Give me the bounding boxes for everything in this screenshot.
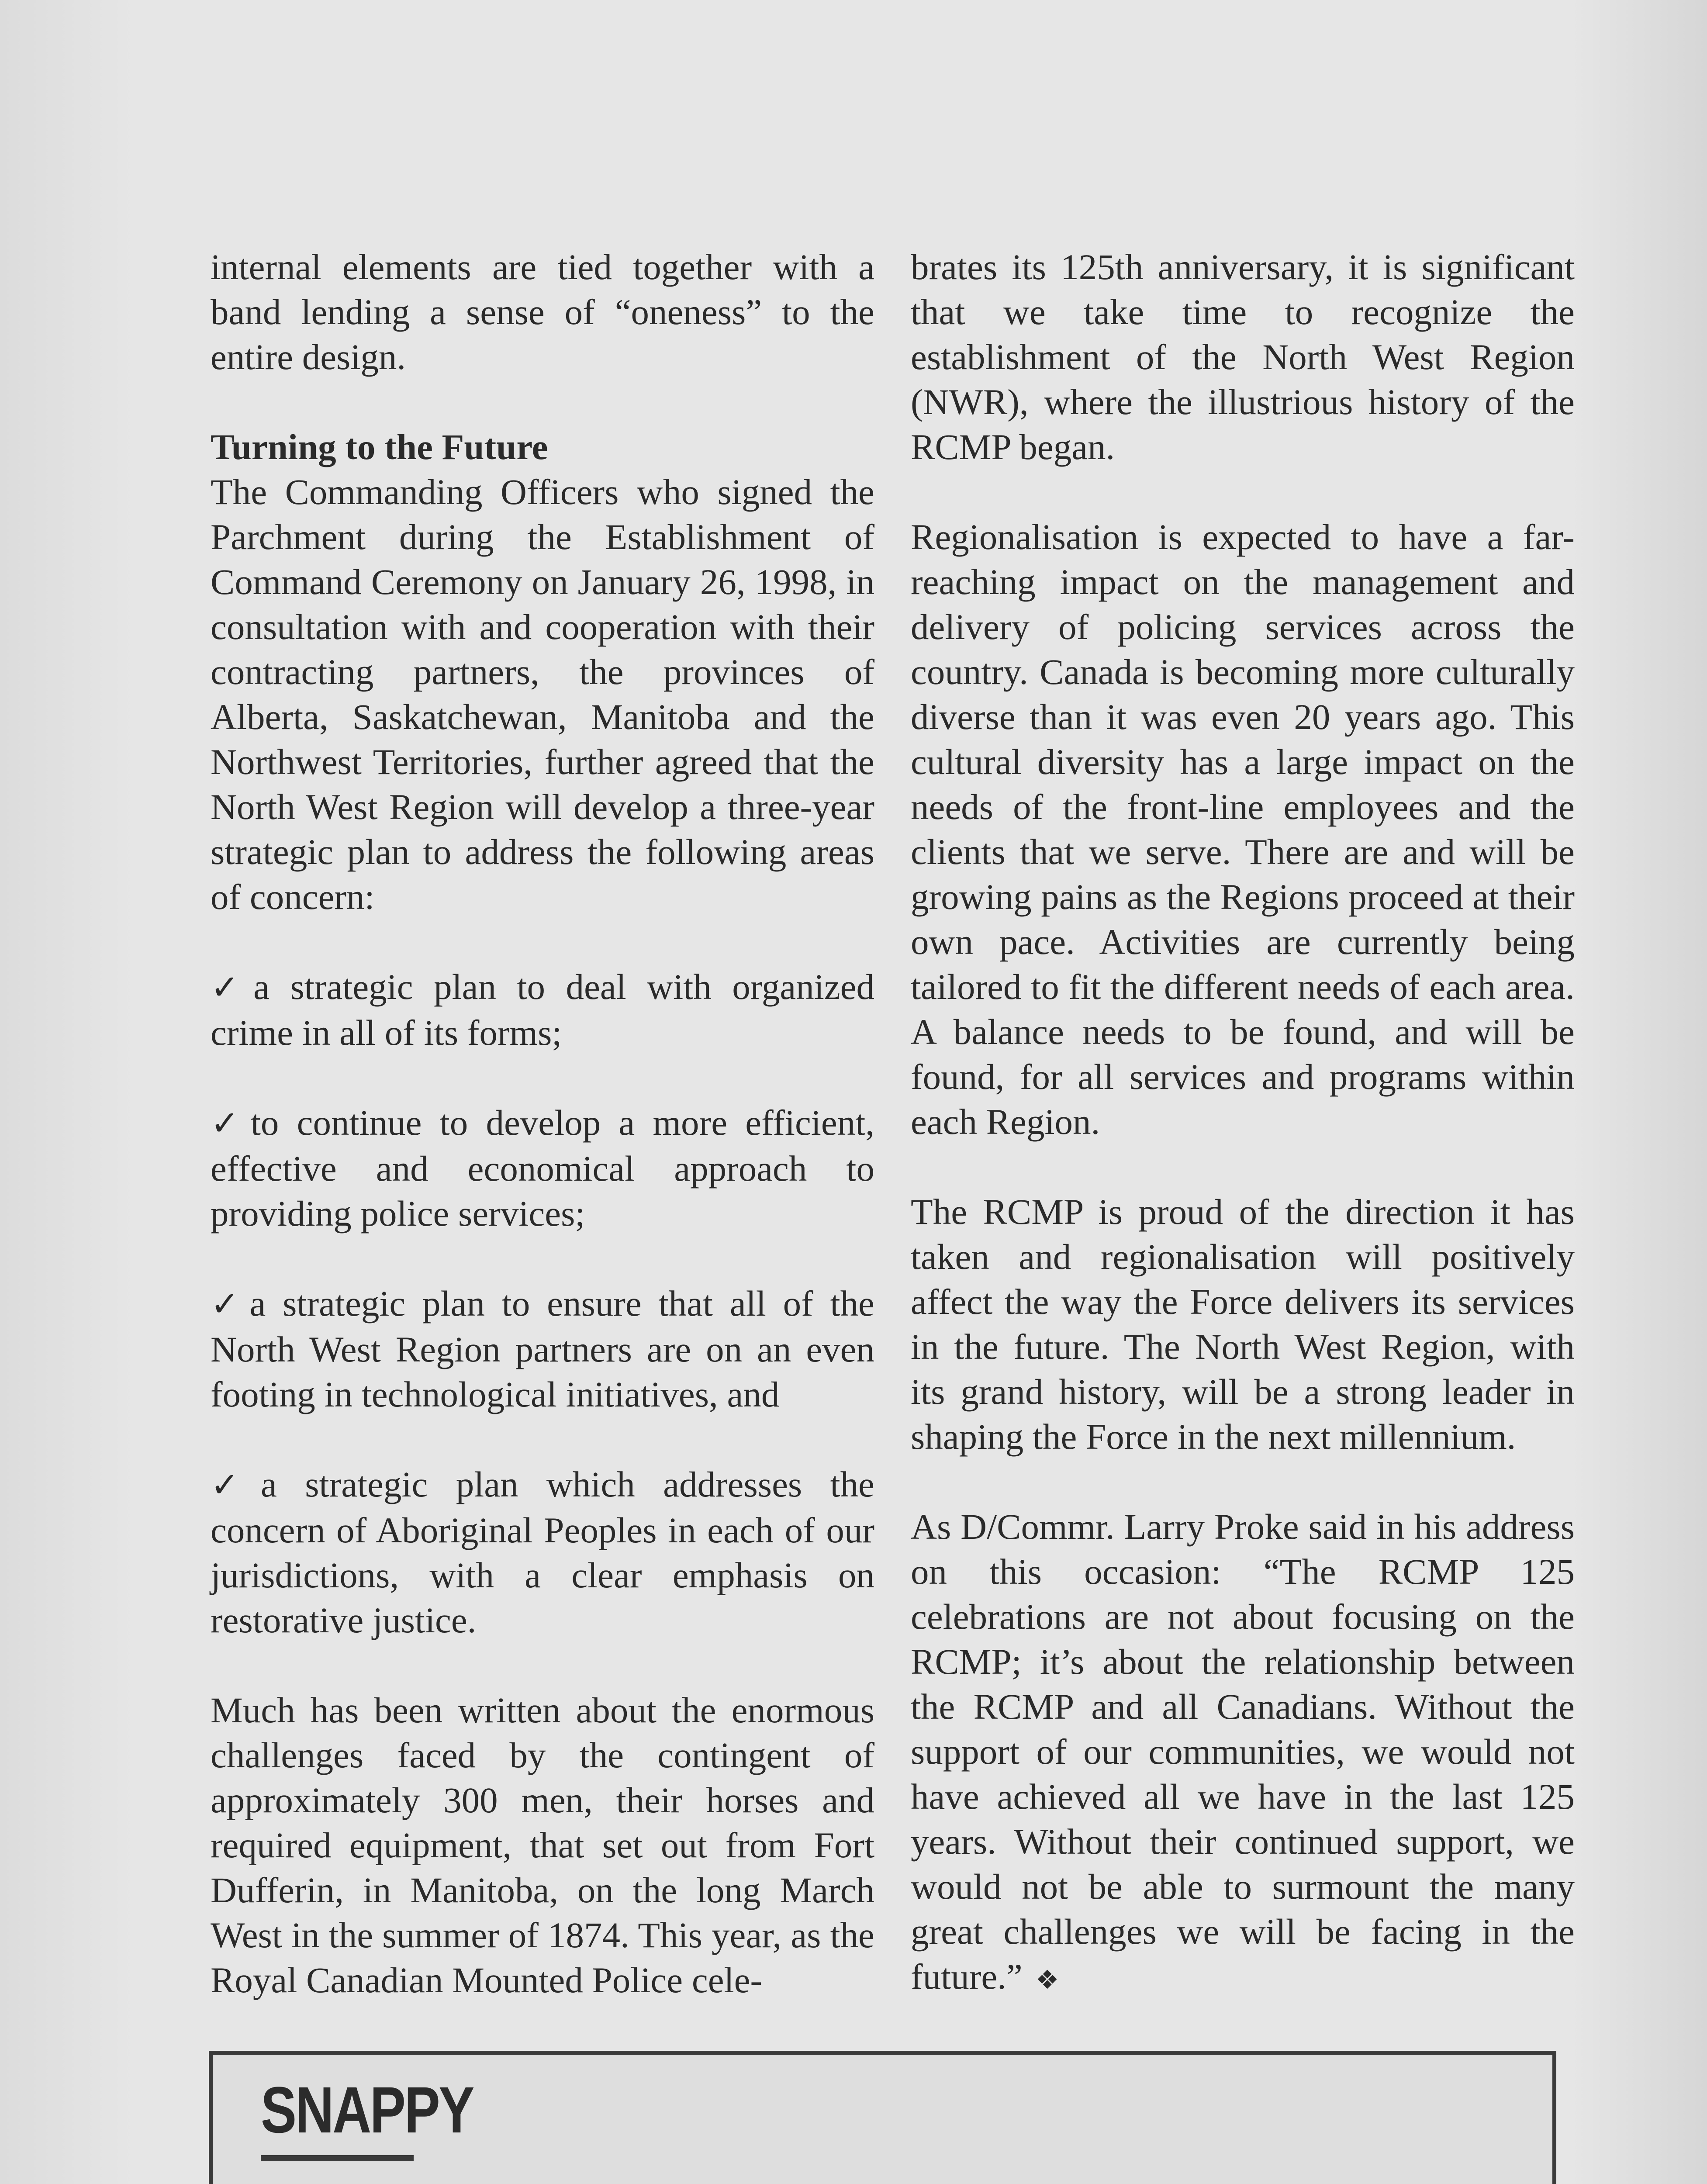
checkmark-icon: ✓: [211, 1104, 248, 1143]
left-column: [211, 245, 874, 2048]
checklist-item: ✓a strategic plan to ensure that all of the North West Region partners are on an even footing in technological initiatives, and: [211, 1283, 875, 1414]
checklist-item: ✓a strategic plan to deal with organized crime in all of its forms;: [211, 967, 874, 1053]
snappy-sidebar-box: [209, 2051, 1556, 2184]
checklist-item: ✓to continue to develop a more efficient, effective and economical approach to providing police services;: [211, 1102, 875, 1234]
left-paragraph-2: The Commanding Officers who signed the Parchment during the Establishment of Command Ceremony on January 26, 1998, in consultation with and cooperation with their contracting partners, the provinces of Alberta, Saskatchewan, Manitoba and the Northwest Territories, further agreed that the North West Region will develop a three-year strategic plan to address the following areas of concern:: [211, 472, 874, 917]
right-paragraph-4: As D/Commr. Larry Proke said in his address on this occasion: “The RCMP 125 celebrations are not about focusing on the RCMP; it’s about the relationship between the RCMP and all Canadians. Without the support of our communities, we would not have achieved all we have in the last 125 years. Without their continued support, we would not be able to surmount the many great challenges we will be facing in the future.” ❖: [911, 1507, 1575, 1997]
left-paragraph-1: internal elements are tied together with a band lending a sense of “oneness” to the entire design.: [211, 247, 874, 377]
left-paragraph-3: Much has been written about the enormous challenges faced by the contingent of approximately 300 men, their horses and required equipment, that set out from Fort Dufferin, in Manitoba, on the long March West in the summer of 1874. This year, as the Royal Canadian Mounted Police cele-: [211, 1690, 874, 2000]
right-paragraph-3: The RCMP is proud of the direction it has taken and regionalisation will positively affect the way the Force delivers its services in the future. The North West Region, with its grand history, will be a strong leader in shaping the Force in the next millennium.: [911, 1192, 1575, 1457]
checkmark-icon: ✓: [211, 1285, 247, 1324]
right-paragraph-1: brates its 125th anniversary, it is significant that we take time to recognize the establishment of the North West Region (NWR), where the illustrious history of the RCMP began.: [911, 247, 1575, 467]
checkmark-icon: ✓: [211, 968, 251, 1007]
right-column: [911, 245, 1575, 2048]
checkmark-icon: ✓: [211, 1465, 258, 1505]
checklist-item: ✓a strategic plan which addresses the concern of Aboriginal Peoples in each of our jurisdictions, with a clear emphasis on restorative justice.: [211, 1464, 874, 1640]
sidebar-title: SNAPPY: [261, 2073, 473, 2146]
section-heading: Turning to the Future: [211, 427, 548, 467]
end-of-article-icon: ❖: [1035, 1965, 1059, 1995]
title-underline: [261, 2155, 414, 2161]
right-paragraph-2: Regionalisation is expected to have a far-reaching impact on the management and delivery of policing services across the country. Canada is becoming more culturally diverse than it was even 20 years ago. This cultural diversity has a large impact on the needs of the front-line employees and the clients that we serve. There are and will be growing pains as the Regions proceed at their own pace. Activities are currently being tailored to fit the different needs of each area. A balance needs to be found, and will be found, for all services and programs within each Region.: [911, 517, 1575, 1142]
